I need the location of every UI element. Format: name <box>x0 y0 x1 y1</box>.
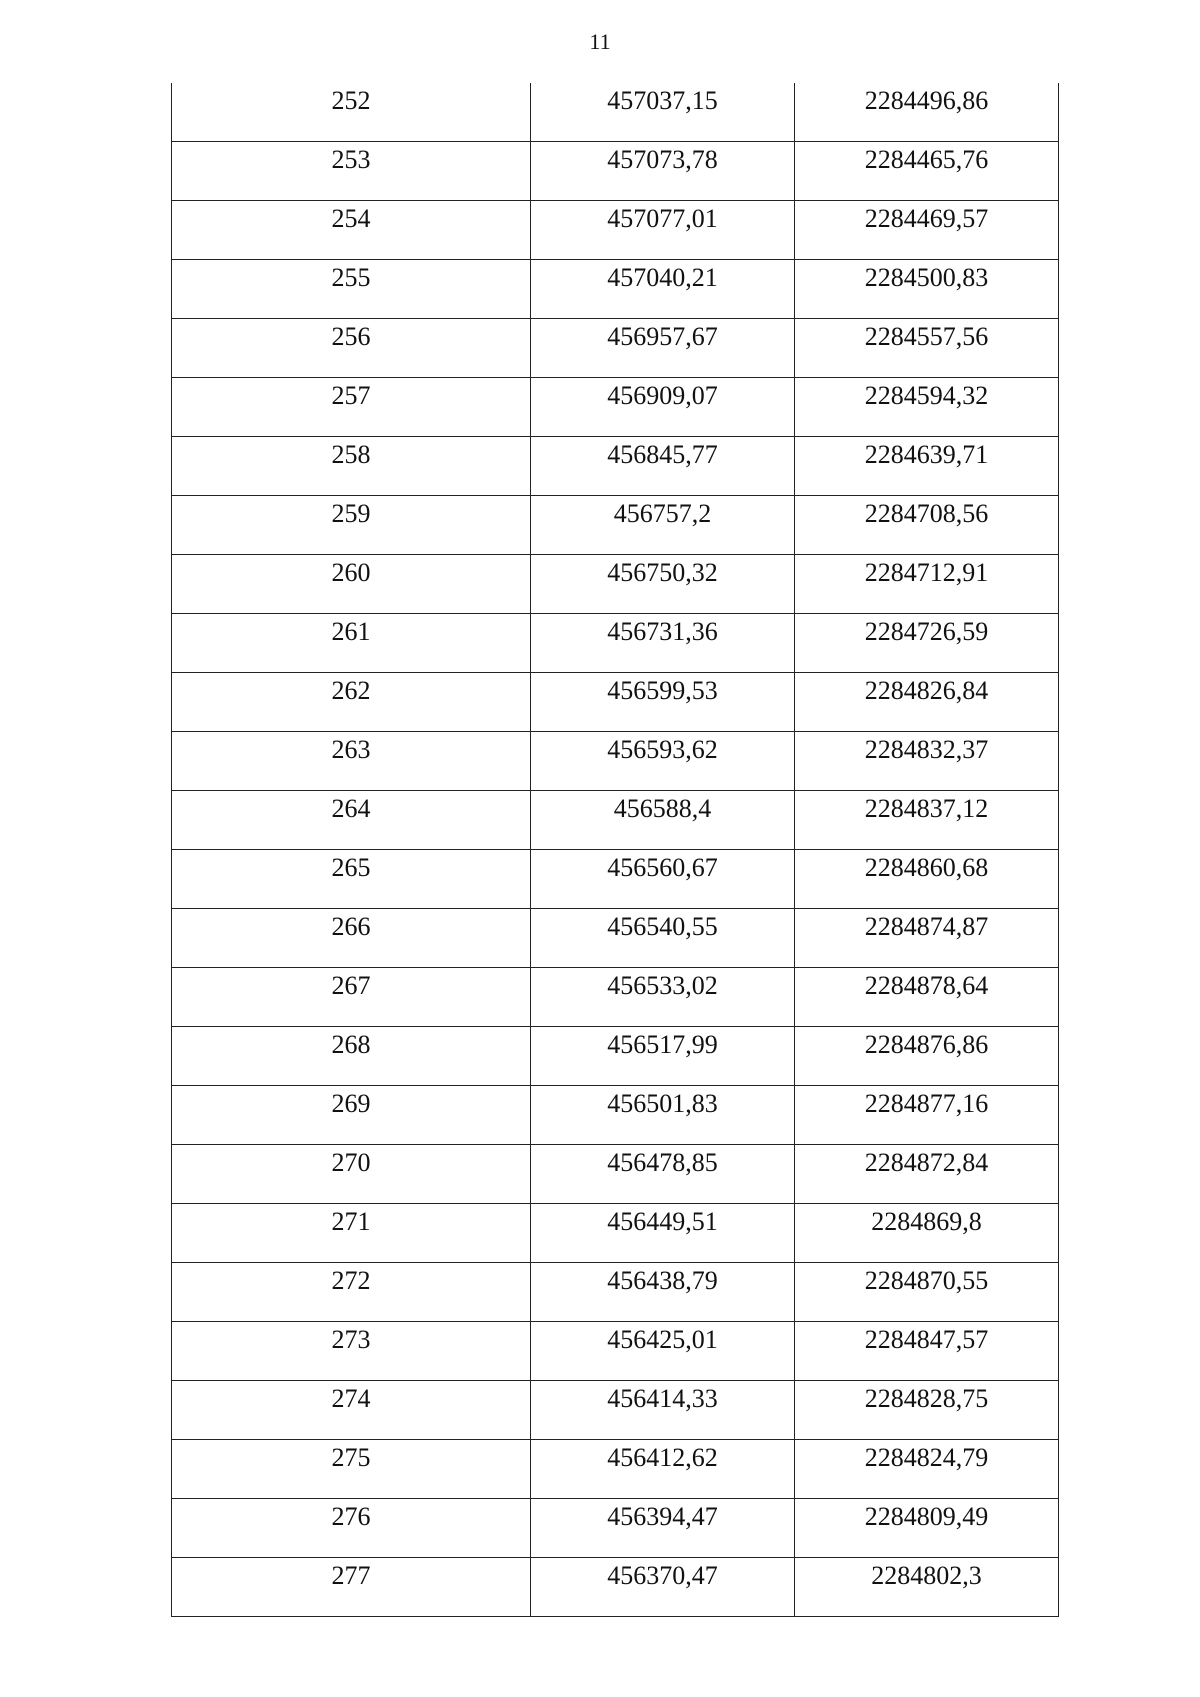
table-row <box>172 732 1059 791</box>
table-row <box>172 437 1059 496</box>
table-row <box>172 850 1059 909</box>
x-coordinate-cell: 457073,78 <box>531 142 795 201</box>
point-number-cell: 263 <box>172 732 531 791</box>
x-coordinate-cell: 456414,33 <box>531 1381 795 1440</box>
point-number-cell: 256 <box>172 319 531 378</box>
point-number-cell: 274 <box>172 1381 531 1440</box>
y-coordinate-cell: 2284469,57 <box>795 201 1059 260</box>
y-coordinate-cell: 2284828,75 <box>795 1381 1059 1440</box>
x-coordinate-cell: 456478,85 <box>531 1145 795 1204</box>
table-row <box>172 319 1059 378</box>
y-coordinate-cell: 2284876,86 <box>795 1027 1059 1086</box>
point-number-cell: 259 <box>172 496 531 555</box>
x-coordinate-cell: 456501,83 <box>531 1086 795 1145</box>
x-coordinate-cell: 456845,77 <box>531 437 795 496</box>
table-row <box>172 791 1059 850</box>
y-coordinate-cell: 2284594,32 <box>795 378 1059 437</box>
point-number-cell: 262 <box>172 673 531 732</box>
point-number-cell: 277 <box>172 1558 531 1617</box>
x-coordinate-cell: 456588,4 <box>531 791 795 850</box>
y-coordinate-cell: 2284874,87 <box>795 909 1059 968</box>
table-row <box>172 1145 1059 1204</box>
table-row <box>172 1440 1059 1499</box>
y-coordinate-cell: 2284639,71 <box>795 437 1059 496</box>
point-number-cell: 258 <box>172 437 531 496</box>
point-number-cell: 254 <box>172 201 531 260</box>
point-number-cell: 270 <box>172 1145 531 1204</box>
point-number-cell: 276 <box>172 1499 531 1558</box>
table-row <box>172 909 1059 968</box>
table-row <box>172 1263 1059 1322</box>
table-row <box>172 201 1059 260</box>
table-row <box>172 1381 1059 1440</box>
coordinates-table-body <box>172 83 1059 1617</box>
table-row <box>172 555 1059 614</box>
point-number-cell: 253 <box>172 142 531 201</box>
y-coordinate-cell: 2284708,56 <box>795 496 1059 555</box>
point-number-cell: 267 <box>172 968 531 1027</box>
y-coordinate-cell: 2284557,56 <box>795 319 1059 378</box>
point-number-cell: 271 <box>172 1204 531 1263</box>
x-coordinate-cell: 456540,55 <box>531 909 795 968</box>
y-coordinate-cell: 2284824,79 <box>795 1440 1059 1499</box>
y-coordinate-cell: 2284847,57 <box>795 1322 1059 1381</box>
point-number-cell: 265 <box>172 850 531 909</box>
x-coordinate-cell: 456425,01 <box>531 1322 795 1381</box>
x-coordinate-cell: 456449,51 <box>531 1204 795 1263</box>
point-number-cell: 268 <box>172 1027 531 1086</box>
x-coordinate-cell: 456438,79 <box>531 1263 795 1322</box>
coordinates-table <box>171 83 1059 1617</box>
point-number-cell: 260 <box>172 555 531 614</box>
x-coordinate-cell: 456394,47 <box>531 1499 795 1558</box>
point-number-cell: 252 <box>172 83 531 142</box>
y-coordinate-cell: 2284877,16 <box>795 1086 1059 1145</box>
y-coordinate-cell: 2284500,83 <box>795 260 1059 319</box>
table-row <box>172 260 1059 319</box>
y-coordinate-cell: 2284832,37 <box>795 732 1059 791</box>
y-coordinate-cell: 2284869,8 <box>795 1204 1059 1263</box>
y-coordinate-cell: 2284465,76 <box>795 142 1059 201</box>
table-row <box>172 1027 1059 1086</box>
table-row <box>172 1499 1059 1558</box>
y-coordinate-cell: 2284837,12 <box>795 791 1059 850</box>
y-coordinate-cell: 2284496,86 <box>795 83 1059 142</box>
table-row <box>172 1204 1059 1263</box>
x-coordinate-cell: 456517,99 <box>531 1027 795 1086</box>
point-number-cell: 257 <box>172 378 531 437</box>
table-row <box>172 968 1059 1027</box>
table-row <box>172 1322 1059 1381</box>
table-row <box>172 1086 1059 1145</box>
x-coordinate-cell: 456957,67 <box>531 319 795 378</box>
y-coordinate-cell: 2284826,84 <box>795 673 1059 732</box>
point-number-cell: 273 <box>172 1322 531 1381</box>
table-row <box>172 614 1059 673</box>
x-coordinate-cell: 456560,67 <box>531 850 795 909</box>
x-coordinate-cell: 457077,01 <box>531 201 795 260</box>
point-number-cell: 269 <box>172 1086 531 1145</box>
x-coordinate-cell: 456909,07 <box>531 378 795 437</box>
table-row <box>172 142 1059 201</box>
point-number-cell: 261 <box>172 614 531 673</box>
x-coordinate-cell: 456757,2 <box>531 496 795 555</box>
point-number-cell: 275 <box>172 1440 531 1499</box>
table-row <box>172 83 1059 142</box>
point-number-cell: 272 <box>172 1263 531 1322</box>
y-coordinate-cell: 2284802,3 <box>795 1558 1059 1617</box>
y-coordinate-cell: 2284872,84 <box>795 1145 1059 1204</box>
table-row <box>172 673 1059 732</box>
table-row <box>172 496 1059 555</box>
x-coordinate-cell: 457037,15 <box>531 83 795 142</box>
x-coordinate-cell: 456533,02 <box>531 968 795 1027</box>
x-coordinate-cell: 456593,62 <box>531 732 795 791</box>
y-coordinate-cell: 2284878,64 <box>795 968 1059 1027</box>
x-coordinate-cell: 457040,21 <box>531 260 795 319</box>
x-coordinate-cell: 456750,32 <box>531 555 795 614</box>
table-row <box>172 1558 1059 1617</box>
x-coordinate-cell: 456731,36 <box>531 614 795 673</box>
point-number-cell: 266 <box>172 909 531 968</box>
y-coordinate-cell: 2284860,68 <box>795 850 1059 909</box>
table-row <box>172 378 1059 437</box>
page-number: 11 <box>589 29 611 54</box>
y-coordinate-cell: 2284870,55 <box>795 1263 1059 1322</box>
y-coordinate-cell: 2284726,59 <box>795 614 1059 673</box>
x-coordinate-cell: 456412,62 <box>531 1440 795 1499</box>
x-coordinate-cell: 456599,53 <box>531 673 795 732</box>
y-coordinate-cell: 2284809,49 <box>795 1499 1059 1558</box>
point-number-cell: 255 <box>172 260 531 319</box>
x-coordinate-cell: 456370,47 <box>531 1558 795 1617</box>
y-coordinate-cell: 2284712,91 <box>795 555 1059 614</box>
point-number-cell: 264 <box>172 791 531 850</box>
